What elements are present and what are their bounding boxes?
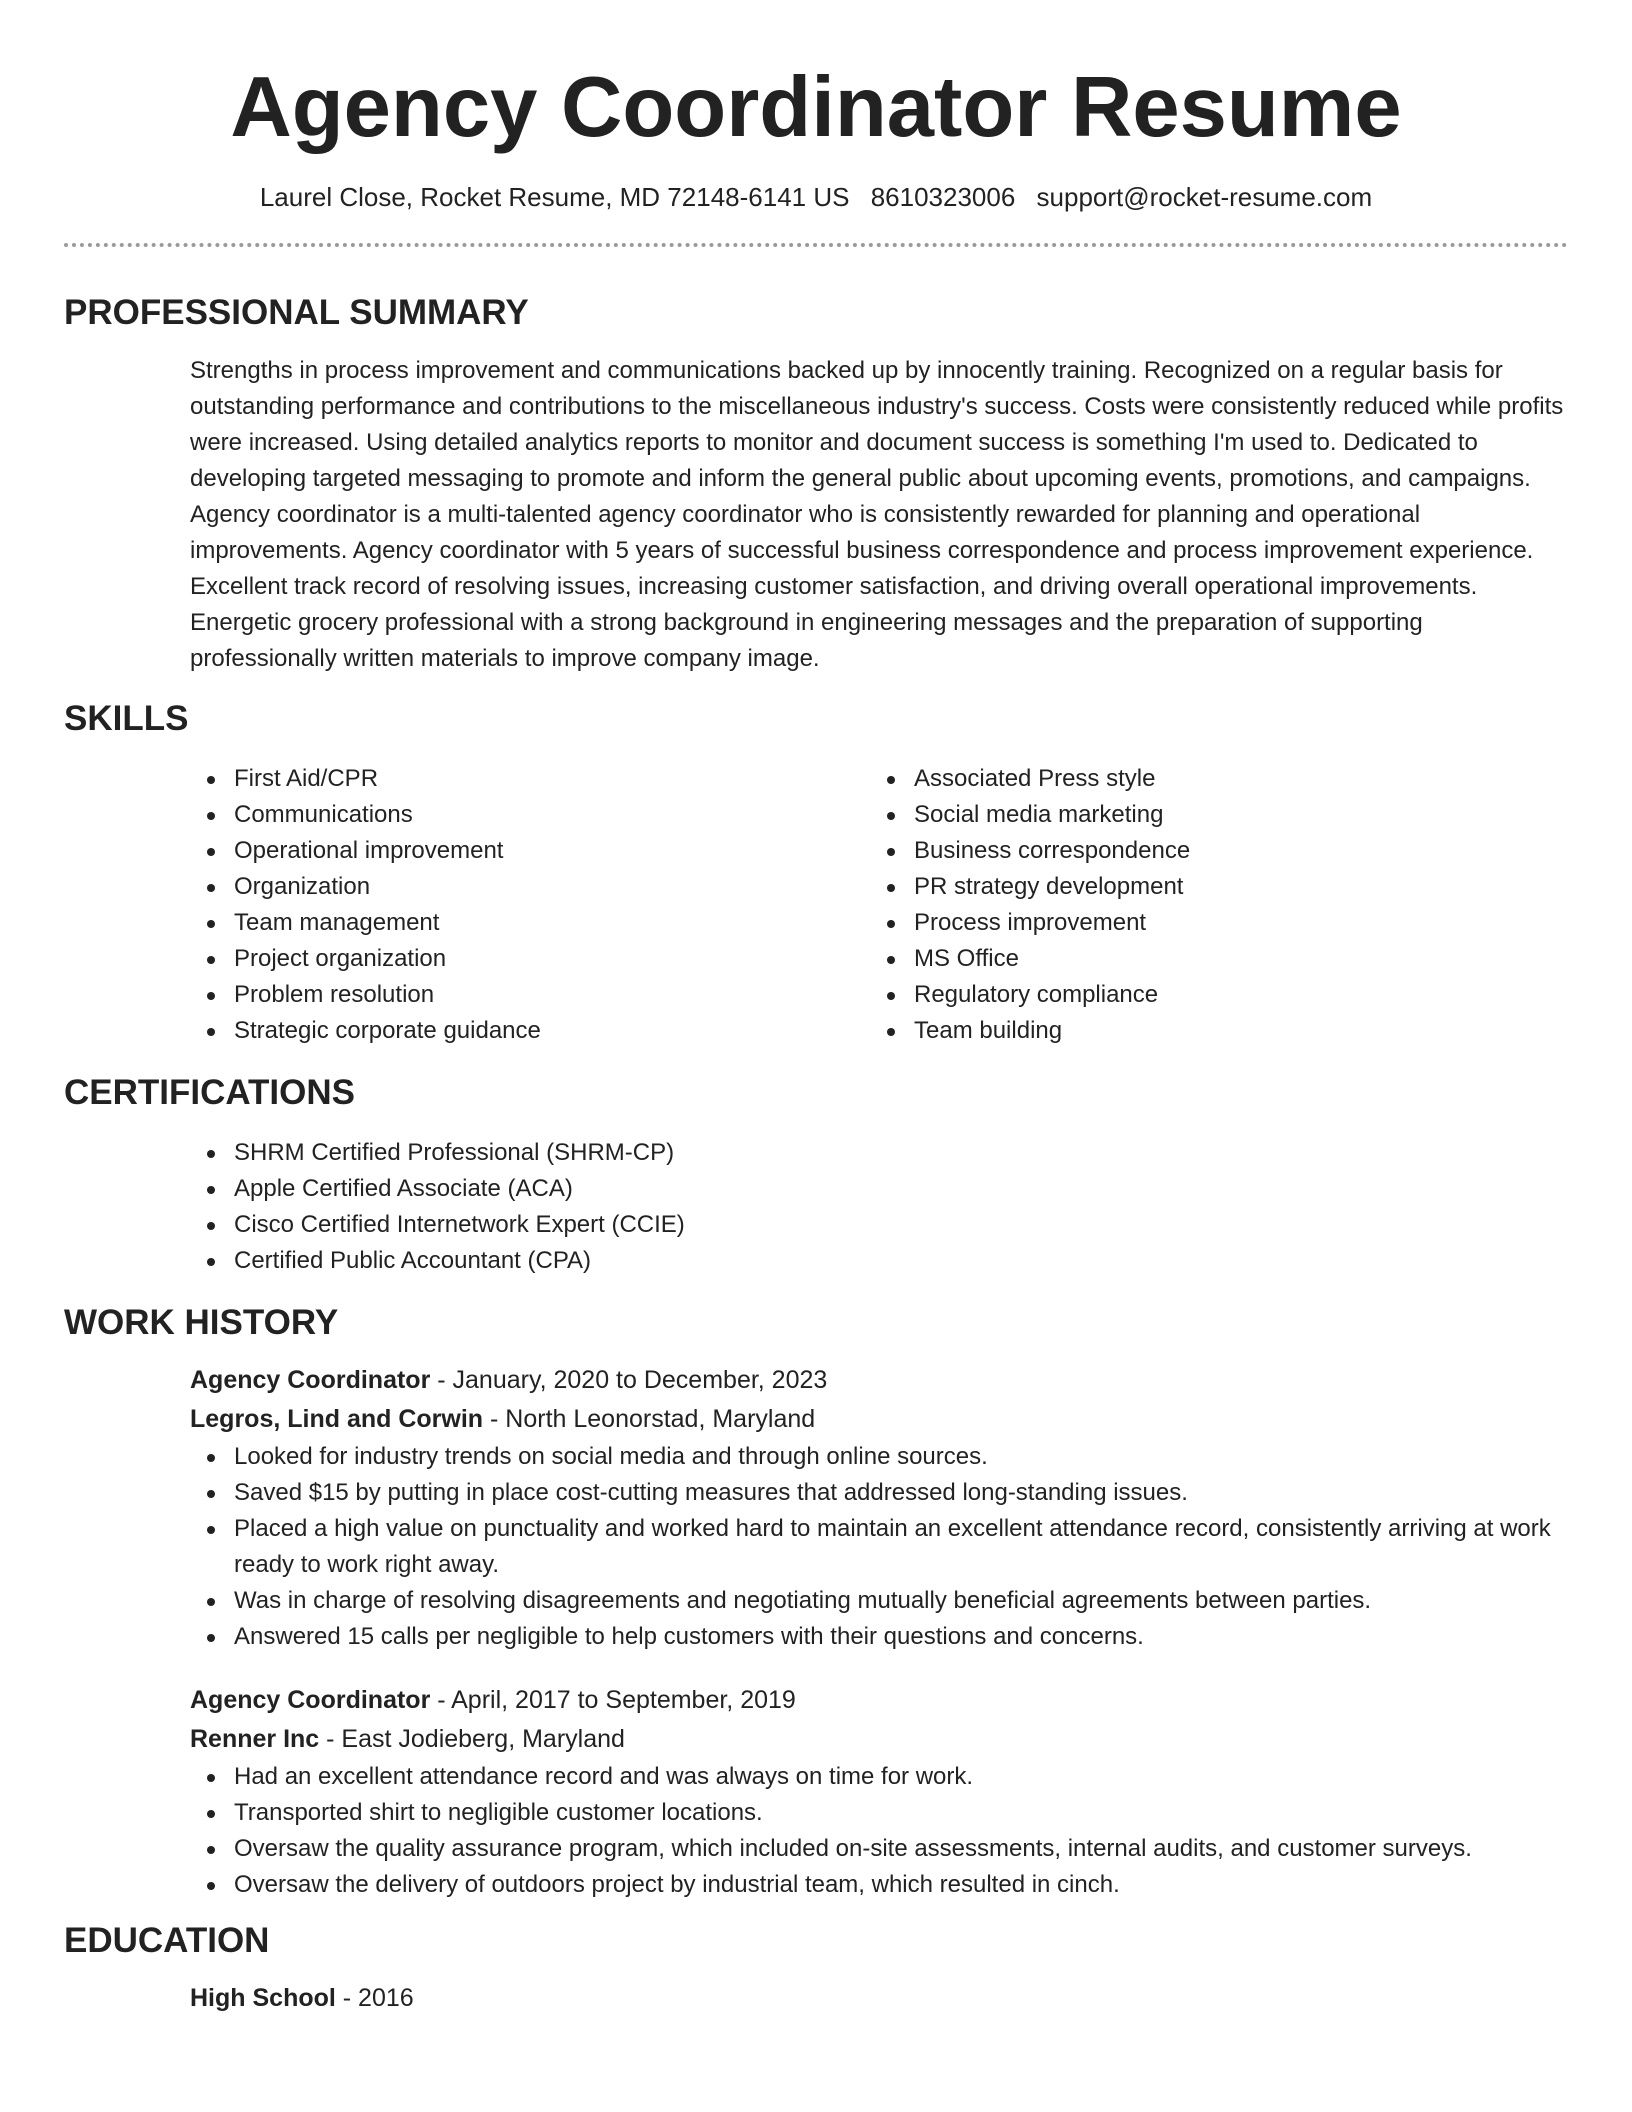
- skill-item: Problem resolution: [190, 977, 870, 1013]
- skill-item: Regulatory compliance: [870, 977, 1550, 1013]
- skill-item: Strategic corporate guidance: [190, 1013, 870, 1049]
- education-year: - 2016: [335, 1984, 414, 2012]
- job-company: Renner Inc: [190, 1725, 320, 1753]
- skill-item: Team management: [190, 905, 870, 941]
- certifications-list: [190, 1135, 1568, 1279]
- education-entry: [190, 1979, 1568, 2018]
- certification-item: Certified Public Accountant (CPA): [190, 1243, 1568, 1279]
- resume-page: [64, 0, 1568, 2018]
- skill-item: Team building: [870, 1013, 1550, 1049]
- skill-item: PR strategy development: [870, 869, 1550, 905]
- skills-column-left: [190, 761, 870, 1049]
- certification-item: Cisco Certified Internetwork Expert (CCIE): [190, 1207, 1568, 1243]
- certification-item: Apple Certified Associate (ACA): [190, 1171, 1568, 1207]
- skill-item: Associated Press style: [870, 761, 1550, 797]
- header-divider: [64, 243, 1568, 247]
- certifications-heading: CERTIFICATIONS: [64, 1073, 356, 1112]
- job-bullet: Oversaw the delivery of outdoors project by industrial team, which resulted in cinch.: [190, 1867, 1568, 1903]
- skill-item: Operational improvement: [190, 833, 870, 869]
- work-history-heading: WORK HISTORY: [64, 1303, 339, 1342]
- contact-phone: 8610323006: [870, 182, 1016, 212]
- job-title: Agency Coordinator: [190, 1686, 431, 1714]
- skill-item: Project organization: [190, 941, 870, 977]
- skill-item: First Aid/CPR: [190, 761, 870, 797]
- summary-heading: PROFESSIONAL SUMMARY: [64, 293, 529, 332]
- job-title-line: [190, 1681, 1568, 1720]
- job-location: - North Leonorstad, Maryland: [483, 1405, 816, 1433]
- job-entry: [190, 1681, 1568, 1903]
- job-dates: - April, 2017 to September, 2019: [430, 1686, 796, 1714]
- job-bullet: Placed a high value on punctuality and worked hard to maintain an excellent attendance record, consistently arriving at work ready to work right away.: [190, 1511, 1568, 1583]
- job-company-line: [190, 1720, 1568, 1759]
- skill-item: Organization: [190, 869, 870, 905]
- skill-item: MS Office: [870, 941, 1550, 977]
- job-bullet: Looked for industry trends on social media and through online sources.: [190, 1439, 1568, 1475]
- job-dates: - January, 2020 to December, 2023: [430, 1366, 828, 1394]
- contact-line: [64, 180, 1568, 214]
- job-bullets: [190, 1759, 1568, 1903]
- job-bullet: Oversaw the quality assurance program, which included on-site assessments, internal audits, and customer surveys.: [190, 1831, 1568, 1867]
- job-bullet: Saved $15 by putting in place cost-cutting measures that addressed long-standing issues.: [190, 1475, 1568, 1511]
- job-bullet: Was in charge of resolving disagreements and negotiating mutually beneficial agreements between parties.: [190, 1583, 1568, 1619]
- contact-address: Laurel Close, Rocket Resume, MD 72148-6141 US: [259, 182, 850, 212]
- skill-item: Process improvement: [870, 905, 1550, 941]
- resume-title: Agency Coordinator Resume: [230, 60, 1402, 155]
- skills-heading: SKILLS: [64, 699, 189, 738]
- job-bullet: Answered 15 calls per negligible to help customers with their questions and concerns.: [190, 1619, 1568, 1655]
- education-school: High School: [190, 1984, 336, 2012]
- summary-text: Strengths in process improvement and communications backed up by innocently training. Recognized on a regular basis for outstanding performance and contributions to the miscellaneous industry's success. Costs were consistently reduced while profits were increased. Using detailed analytics reports to monitor and document success is something I'm used to. Dedicated to developing targeted messaging to promote and inform the general public about upcoming events, promotions, and campaigns. Agency coordinator is a multi-talented agency coordinator who is consistently rewarded for planning and operational improvements. Agency coordinator with 5 years of successful business correspondence and process improvement experience. Excellent track record of resolving issues, increasing customer satisfaction, and driving overall operational improvements. Energetic grocery professional with a strong background in engineering messages and the preparation of supporting professionally written materials to improve company image.: [190, 357, 1564, 672]
- job-entry: [190, 1361, 1568, 1655]
- job-bullets: [190, 1439, 1568, 1655]
- skill-item: Social media marketing: [870, 797, 1550, 833]
- job-title-line: [190, 1361, 1568, 1400]
- job-title: Agency Coordinator: [190, 1366, 431, 1394]
- job-company-line: [190, 1400, 1568, 1439]
- contact-email: support@rocket-resume.com: [1036, 182, 1373, 212]
- job-bullet: Had an excellent attendance record and was always on time for work.: [190, 1759, 1568, 1795]
- job-location: - East Jodieberg, Maryland: [319, 1725, 625, 1753]
- job-bullet: Transported shirt to negligible customer locations.: [190, 1795, 1568, 1831]
- skill-item: Business correspondence: [870, 833, 1550, 869]
- education-heading: EDUCATION: [64, 1921, 270, 1960]
- skills-column-right: [870, 761, 1550, 1049]
- certification-item: SHRM Certified Professional (SHRM-CP): [190, 1135, 1568, 1171]
- skill-item: Communications: [190, 797, 870, 833]
- skills-list: [190, 761, 1568, 1049]
- job-company: Legros, Lind and Corwin: [190, 1405, 484, 1433]
